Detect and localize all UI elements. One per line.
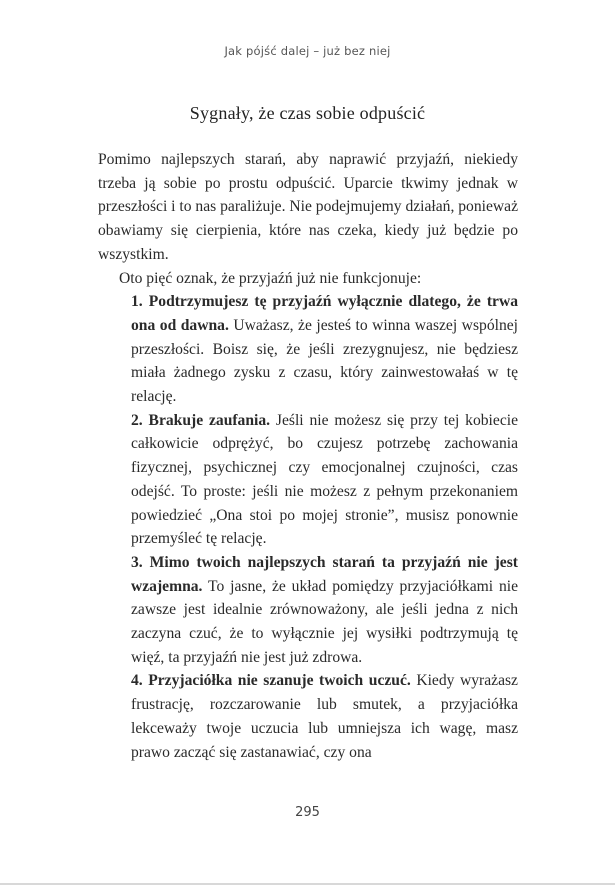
list-item-lead: 2. Brakuje zaufania. — [131, 411, 271, 429]
signs-list — [131, 290, 518, 764]
list-item-lead: 3. Mimo twoich najlepszych starań ta przyjaźń nie jest wzajemna. — [131, 553, 518, 595]
section-title: Sygnały, że czas sobie odpuścić — [189, 103, 426, 123]
list-item — [131, 669, 518, 764]
list-item — [131, 290, 518, 409]
list-item-lead: 4. Przyjaciółka nie szanuje twoich uczuć. — [131, 672, 411, 690]
list-item-text: Jeśli nie możesz się przy tej kobiecie całkowicie odprężyć, bo czujesz potrzebę zachowania fizycznej, psychicznej czy emocjonalnej czujności, czas odejść. To proste: jeśli nie możesz z pełnym przekonaniem powiedzieć „Ona stoi po mojej stronie”, musisz ponownie przemyśleć tę relację. — [131, 411, 518, 548]
list-item — [131, 409, 518, 551]
list-item-text: Uważasz, że jesteś to winna waszej wspólnej przeszłości. Boisz się, że jeśli zrezygnujesz, nie będziesz miała żadnego zysku z czasu, który zainwestowałaś w tę relację. — [131, 316, 518, 406]
running-header: Jak pójść dalej – już bez niej — [224, 44, 391, 58]
list-item-text: Kiedy wyrażasz frustrację, rozczarowanie lub smutek, a przyjaciółka lekceważy twoje uczucia lub umniejsza ich wagę, masz prawo zacząć się zastanawiać, czy ona — [131, 672, 518, 761]
paragraph-first: Pomimo najlepszych starań, aby naprawić przyjaźń, niekiedy trzeba ją sobie po prostu odpuścić. Uparcie tkwimy jednak w przeszłości i to nas paraliżuje. Nie podejmujemy działań, ponieważ obawiamy się cierpienia, które nas czeka, kiedy już będzie po wszystkim. — [98, 151, 519, 263]
list-item — [131, 551, 518, 670]
body-text — [98, 148, 518, 764]
page-number: 295 — [295, 805, 320, 820]
list-item-lead: 1. Podtrzymujesz tę przyjaźń wyłącznie dlatego, że trwa ona od dawna. — [131, 293, 518, 334]
paragraph-intro: Oto pięć oznak, że przyjaźń już nie funkcjonuje: — [119, 269, 422, 287]
list-item-text: To jasne, że układ pomiędzy przyjaciółkami nie zawsze jest idealnie zrównoważony, ale jeśli jedna z nich zaczyna czuć, że to wyłącznie jej wysiłki podtrzymują tę więź, ta przyjaźń nie jest już zdrowa. — [131, 577, 518, 666]
